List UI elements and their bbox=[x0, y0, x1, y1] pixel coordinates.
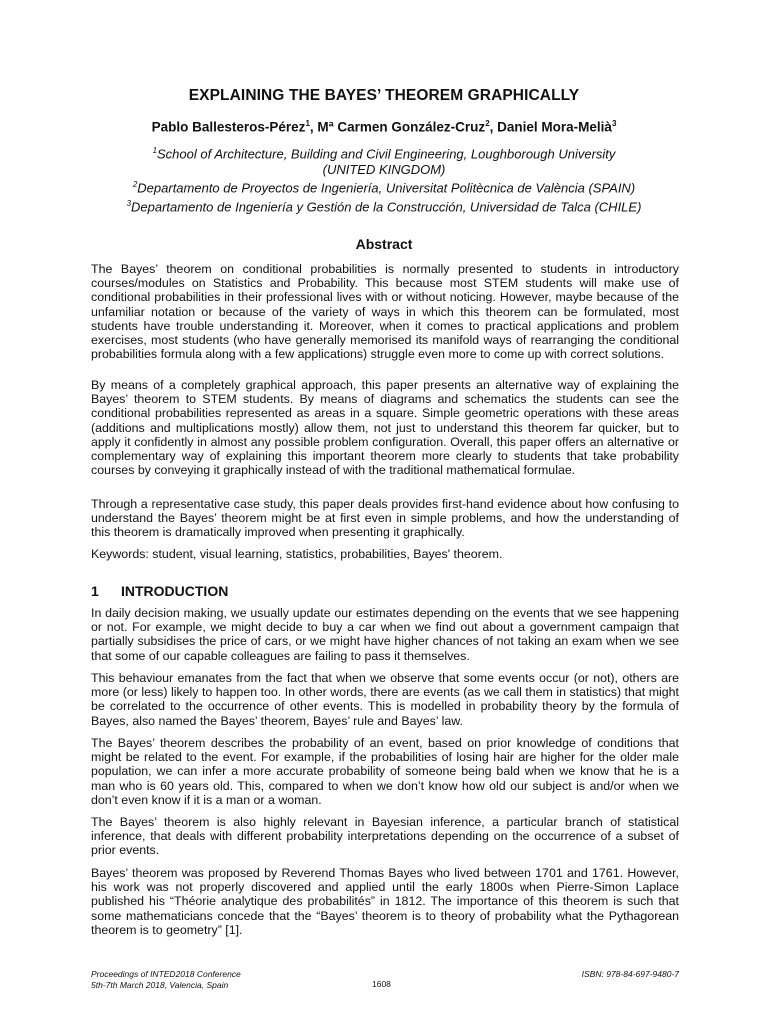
page-number: 1608 bbox=[372, 979, 391, 989]
abstract-paragraph: The Bayes’ theorem on conditional probabilities is normally presented to students in introductory courses/modules on Statistics and Probability. This because most STEM students will make use of conditional probabilities in their professional lives with or without noticing. However, maybe because of the unfamiliar notation or because of the variety of ways in which this theorem can be formulated, most students have trouble understanding it. Moreover, when it comes to practical applications and problem exercises, most students (who have generally memorised its manifold ways of rearranging the conditional probabilities formula along with a few applications) struggle even more to come up with correct solutions. bbox=[91, 262, 679, 362]
section-title: INTRODUCTION bbox=[121, 583, 229, 599]
affil-text: School of Architecture, Building and Civil Engineering, Loughborough University bbox=[157, 146, 616, 162]
intro-paragraph: In daily decision making, we usually update our estimates depending on the events that we see happening or not. For example, we might decide to buy a car when we find out about a government campaign that partially subsidises the price of cars, or we might have higher chances of not taking an exam when we see that some of our capable colleagues are failing to pass it themselves. bbox=[91, 606, 679, 663]
affil-marker: 2 bbox=[132, 180, 138, 190]
footer-proceedings bbox=[91, 969, 241, 991]
affil-marker: 1 bbox=[152, 146, 158, 155]
section-number: 1 bbox=[91, 583, 99, 599]
affiliation-2 bbox=[0, 177, 768, 196]
abstract-paragraph: By means of a completely graphical approach, this paper presents an alternative way of explaining the Bayes’ theorem to STEM students. By means of diagrams and schematics the students can see the conditional probabilities represented as areas in a square. Simple geometric operations with these areas (additions and multiplications mostly) allow them, not just to understand this theorem far quicker, but to apply it confidently in almost any possible problem configuration. Overall, this paper offers an alternative or complementary way of explaining this important theorem more clearly to students that take probability courses by conveying it graphically instead of with the traditional mathematical formulae. bbox=[91, 378, 679, 478]
author-name: Daniel Mora-Melià bbox=[497, 119, 612, 135]
affil-marker: 3 bbox=[126, 199, 132, 209]
affiliation-3 bbox=[0, 196, 768, 215]
author-affil-marker: 3 bbox=[611, 119, 617, 128]
affil-text: Departamento de Proyectos de Ingeniería, Universitat Politècnica de València (SPAIN) bbox=[137, 180, 636, 196]
footer-isbn: ISBN: 978-84-697-9480-7 bbox=[581, 969, 679, 979]
affiliations bbox=[0, 143, 768, 215]
intro-paragraph: The Bayes’ theorem is also highly relevant in Bayesian inference, a particular branch of statistical inference, that deals with different probability interpretations depending on the occurrence of a subset of prior events. bbox=[91, 815, 679, 858]
abstract-paragraph: Through a representative case study, this paper deals provides first-hand evidence about how confusing to understand the Bayes’ theorem might be at first even in simple problems, and how the understanding of this theorem is dramatically improved when presenting it graphically. bbox=[91, 497, 679, 540]
keywords: Keywords: student, visual learning, statistics, probabilities, Bayes' theorem. bbox=[91, 547, 503, 561]
intro-paragraph: The Bayes’ theorem describes the probability of an event, based on prior knowledge of conditions that might be related to the event. For example, if the probabilities of losing hair are higher for the older male population, we can infer a more accurate probability of someone being bald when we know that he is a man who is 60 years old. This, compared to when we don’t know how old our subject is and/or when we don’t even know if it is a man or a woman. bbox=[91, 736, 679, 807]
author-affil-marker: 2 bbox=[485, 119, 490, 128]
affiliation-1-country: (UNITED KINGDOM) bbox=[322, 161, 446, 177]
abstract-heading: Abstract bbox=[355, 236, 413, 252]
author-affil-marker: 1 bbox=[305, 119, 310, 128]
author-name: Mª Carmen González-Cruz bbox=[317, 119, 486, 135]
author-name: Pablo Ballesteros-Pérez bbox=[151, 119, 306, 135]
intro-paragraph: This behaviour emanates from the fact that when we observe that some events occur (or not), others are more (or less) likely to happen too. In other words, there are events (as we call them in statistics) that might be correlated to the occurrence of other events. This is modelled in probability theory by the formula of Bayes, also named the Bayes’ theorem, Bayes’ rule and Bayes’ law. bbox=[91, 671, 679, 728]
affil-text: Departamento de Ingeniería y Gestión de la Construcción, Universidad de Talca (CHILE) bbox=[131, 199, 642, 215]
footer-conference: Proceedings of INTED2018 Conference bbox=[91, 969, 241, 979]
affiliation-1 bbox=[0, 143, 768, 162]
section-heading bbox=[91, 583, 228, 599]
intro-paragraph: Bayes’ theorem was proposed by Reverend Thomas Bayes who lived between 1701 and 1761. However, his work was not properly discovered and applied until the early 1800s when Pierre-Simon Laplace published his “Théorie analytique des probabilités” in 1812. The importance of this theorem is such that some mathematicians concede that the “Bayes’ theorem is to theory of probability what the Pythagorean theorem is to geometry” [1]. bbox=[91, 866, 679, 937]
footer-date-location: 5th-7th March 2018, Valencia, Spain bbox=[91, 980, 229, 990]
paper-title: EXPLAINING THE BAYES’ THEOREM GRAPHICALLY bbox=[188, 87, 580, 104]
author-list: Pablo Ballesteros-Pérez$^1$, Mª Carmen González-Cruz$^2$, Daniel Mora-Melià$^3$ bbox=[151, 119, 617, 135]
